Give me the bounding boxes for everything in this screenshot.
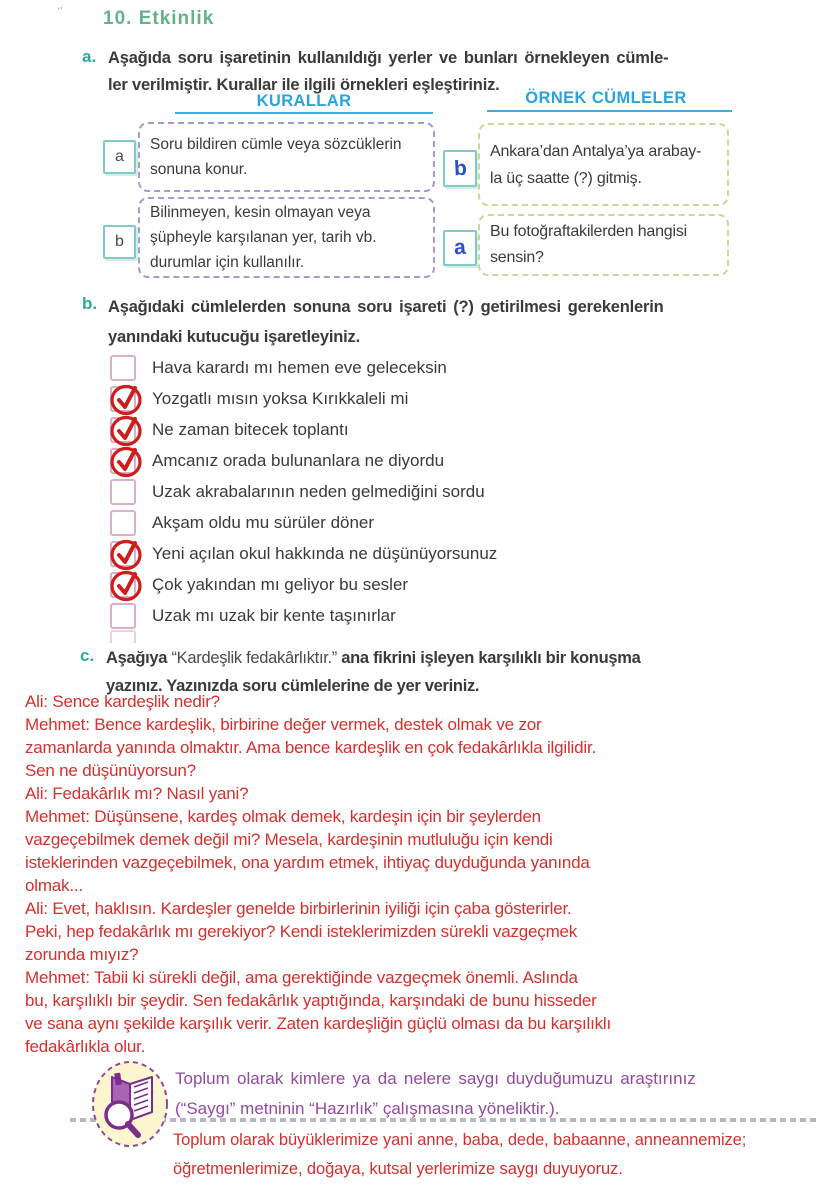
checklist-item-3 <box>110 414 349 445</box>
dialogue-line: isteklerinden vazgeçebilmek, ona yardım etmek, ihtiyaç duyduğunda yanında <box>25 853 590 872</box>
handwritten-answer-b: b <box>452 156 467 180</box>
section-b-heading <box>108 292 664 352</box>
checklist-label: Akşam oldu mu sürüler döner <box>152 512 375 532</box>
dialogue-line: fedakârlıkla olur. <box>25 1037 146 1056</box>
checkbox[interactable] <box>110 355 136 381</box>
section-c-marker: c. <box>80 646 95 665</box>
column-title-rules: KURALLAR <box>256 92 352 110</box>
dialogue-line: Ali: Evet, haklısın. Kardeşler genelde birbirlerinin iyiliği için çaba gösterirler. <box>25 899 572 918</box>
dialogue-line: bu, karşılıklı bir şeydir. Sen fedakârlık yaptığında, karşındaki de bunu hisseder <box>25 991 597 1010</box>
partial-checkbox <box>110 630 136 643</box>
checklist-item-4 <box>110 445 444 476</box>
checklist-item-7 <box>110 538 497 569</box>
checklist-label: Uzak akrabalarının neden gelmediğini sordu <box>152 481 485 501</box>
checkbox[interactable] <box>110 572 136 598</box>
checklist-item-6 <box>110 507 374 538</box>
rule-letter-box-a <box>103 140 136 174</box>
checklist-label: Uzak mı uzak bir kente taşınırlar <box>152 605 396 625</box>
dialogue-line: Mehmet: Tabii ki sürekli değil, ama gerektiğinde vazgeçmek önemli. Aslında <box>25 968 578 987</box>
checklist-item-5 <box>110 476 485 507</box>
rules-underline <box>175 112 433 114</box>
footer-answer-line: öğretmenlerimize, doğaya, kutsal yerlerimize saygı duyuyoruz. <box>173 1160 623 1178</box>
section-a-marker: a. <box>82 47 97 66</box>
checklist-label: Yozgatlı mısın yoksa Kırıkkaleli mi <box>152 388 409 408</box>
research-line: (“Saygı” metninin “Hazırlık” çalışmasına yöneliktir.). <box>175 1099 560 1118</box>
checklist-label: Çok yakından mı geliyor bu sesler <box>152 574 409 594</box>
heading-quote: “Kardeşlik fedakârlıktır.” <box>171 649 342 667</box>
dialogue-line: zamanlarda yanında olmaktır. Ama bence kardeşlik en çok fedakârlıkla ilgilidir. <box>25 738 596 757</box>
scan-artifact-mark: ’’ <box>56 3 66 20</box>
research-instruction <box>175 1064 696 1124</box>
heading-line: Aşağıda soru işaretinin kullanıldığı yerler ve bunları örnekleyen cümle- <box>108 49 669 67</box>
rule-text-line: Bilinmeyen, kesin olmayan veya <box>150 204 371 221</box>
heading-line <box>106 644 640 672</box>
rule-letter-a: a <box>115 148 124 165</box>
rule-text-line: şüpheyle karşılanan yer, tarih vb. <box>150 229 377 246</box>
heading-bold-middle: ana fikrini işleyen karşılıklı bir konuşma <box>341 649 641 667</box>
dialogue-line: zorunda mıyız? <box>25 945 139 964</box>
footer-answer-text[interactable] <box>173 1126 746 1184</box>
dialogue-line: Ali: Fedakârlık mı? Nasıl yani? <box>25 784 249 803</box>
checkbox[interactable] <box>110 510 136 536</box>
column-title-examples: ÖRNEK CÜMLELER <box>525 89 687 107</box>
checklist-item-9 <box>110 600 396 631</box>
checkbox[interactable] <box>110 603 136 629</box>
heading-line: yazınız. Yazınızda soru cümlelerine de yer veriniz. <box>106 677 480 695</box>
checklist-item-1 <box>110 352 447 383</box>
activity-title: 10. Etkinlik <box>103 8 215 29</box>
checkbox[interactable] <box>110 386 136 412</box>
dialogue-line: Mehmet: Düşünsene, kardeş olmak demek, kardeşin için bir şeylerden <box>25 807 541 826</box>
checkbox[interactable] <box>110 417 136 443</box>
answer-letter-box-1[interactable] <box>443 150 477 187</box>
checkmark-icon <box>108 567 144 603</box>
example-text-line: Ankara’dan Antalya’ya arabay- <box>490 142 702 160</box>
example-box-2 <box>478 214 729 276</box>
example-text-line: sensin? <box>490 249 544 266</box>
dialogue-line: ve sana aynı şekilde karşılık verir. Zaten kardeşliğin güçlü olması da bu karşılıklı <box>25 1014 612 1033</box>
checkbox[interactable] <box>110 448 136 474</box>
research-line: Toplum olarak kimlere ya da nelere saygı duyduğumuzu araştırınız <box>175 1069 696 1088</box>
checklist-label: Hava karardı mı hemen eve geleceksin <box>152 357 447 377</box>
rule-box-a <box>138 122 435 192</box>
dialogue-line: vazgeçebilmek demek değil mi? Mesela, kardeşinin mutluluğu için kendi <box>25 830 553 849</box>
dialogue-line: Sen ne düşünüyorsun? <box>25 761 196 780</box>
rule-letter-b: b <box>115 233 124 250</box>
heading-line: yanındaki kutucuğu işaretleyiniz. <box>108 328 360 346</box>
example-box-1 <box>478 123 729 206</box>
heading-bold-prefix: Aşağıya <box>106 649 172 667</box>
dialogue-line: Mehmet: Bence kardeşlik, birbirine değer vermek, destek olmak ve zor <box>25 715 542 734</box>
checkbox[interactable] <box>110 541 136 567</box>
checklist-item-2 <box>110 383 408 414</box>
checklist-label: Yeni açılan okul hakkında ne düşünüyorsunuz <box>152 543 498 563</box>
handwritten-answer-a: a <box>453 235 467 260</box>
dialogue-line: olmak... <box>25 876 83 895</box>
rule-text-line: durumlar için kullanılır. <box>150 254 305 271</box>
checklist-item-8 <box>110 569 408 600</box>
rule-box-b <box>138 197 435 278</box>
answer-letter-box-2[interactable] <box>443 230 477 266</box>
rule-letter-box-b <box>103 225 136 259</box>
dialogue-line: Ali: Sence kardeşlik nedir? <box>25 692 220 711</box>
rule-text-line: sonuna konur. <box>150 161 248 178</box>
heading-line: ler verilmiştir. Kurallar ile ilgili örnekleri eşleştiriniz. <box>108 76 500 94</box>
dialogue-answer-text[interactable] <box>25 690 611 1058</box>
dialogue-line: Peki, hep fedakârlık mı gerekiyor? Kendi isteklerimizden sürekli vazgeçmek <box>25 922 578 941</box>
checklist-label: Amcanız orada bulunanlara ne diyordu <box>152 450 445 470</box>
rule-text-line: Soru bildiren cümle veya sözcüklerin <box>150 136 402 153</box>
heading-line: Aşağıdaki cümlelerden sonuna soru işareti (?) getirilmesi gerekenlerin <box>108 298 664 316</box>
checkmark-icon <box>108 443 144 479</box>
section-b-marker: b. <box>82 294 98 313</box>
footer-answer-line: Toplum olarak büyüklerimize yani anne, baba, dede, babaanne, anneannemize; <box>173 1131 747 1149</box>
checklist-label: Ne zaman bitecek toplantı <box>152 419 349 439</box>
example-text-line: Bu fotoğraftakilerden hangisi <box>490 223 687 240</box>
book-search-icon <box>90 1060 170 1148</box>
checkbox[interactable] <box>110 479 136 505</box>
example-text-line: la üç saatte (?) gitmiş. <box>490 169 642 187</box>
examples-underline <box>487 110 732 112</box>
